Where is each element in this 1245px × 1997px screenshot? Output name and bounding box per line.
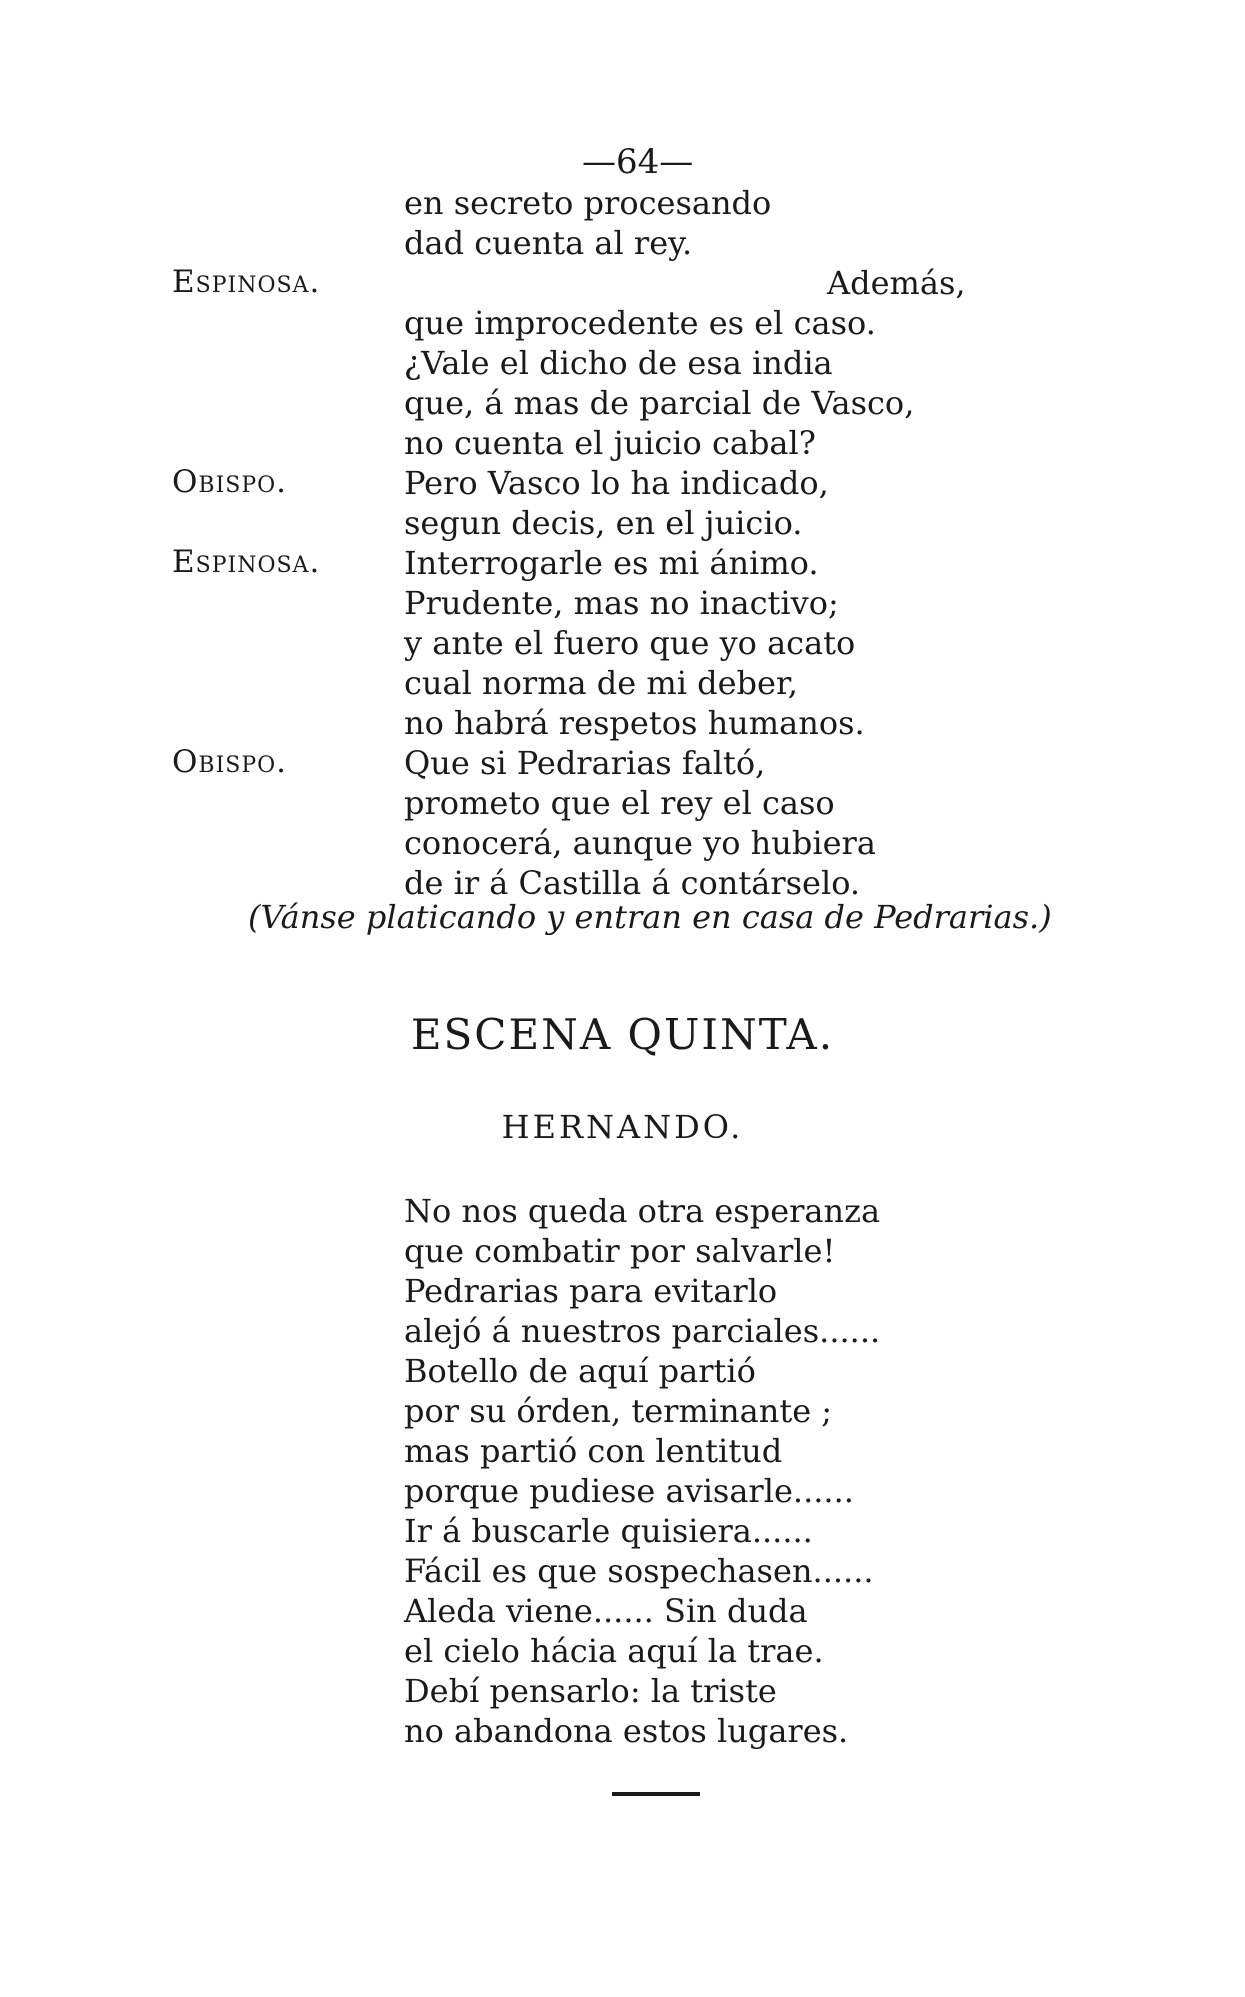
verse-line: que improcedente es el caso.: [404, 304, 876, 342]
verse-line: Pero Vasco lo ha indicado,: [404, 464, 829, 502]
speaker-name: Espinosa.: [172, 544, 321, 580]
speaker-name: Obispo.: [172, 744, 288, 780]
verse-line: Pedrarias para evitarlo: [404, 1272, 778, 1310]
verse-line: no habrá respetos humanos.: [404, 704, 865, 742]
verse-line: Ir á buscarle quisiera......: [404, 1512, 813, 1550]
verse-line: que combatir por salvarle!: [404, 1232, 836, 1270]
verse-line: dad cuenta al rey.: [404, 224, 693, 262]
verse-line: de ir á Castilla á contárselo.: [404, 864, 861, 902]
verse-line: Botello de aquí partió: [404, 1352, 756, 1390]
verse-line: que, á mas de parcial de Vasco,: [404, 384, 915, 422]
verse-line: segun decis, en el juicio.: [404, 504, 803, 542]
end-rule: [612, 1792, 700, 1796]
character-name: HERNANDO.: [501, 1108, 744, 1146]
verse-line: en secreto procesando: [404, 184, 772, 222]
verse-line: prometo que el rey el caso: [404, 784, 835, 822]
speaker-name: Obispo.: [172, 464, 288, 500]
verse-line: Interrogarle es mi ánimo.: [404, 544, 819, 582]
verse-line: cual norma de mi deber,: [404, 664, 798, 702]
verse-line: alejó á nuestros parciales......: [404, 1312, 881, 1350]
verse-line: Debí pensarlo: la triste: [404, 1672, 777, 1710]
verse-line: no abandona estos lugares.: [404, 1712, 849, 1750]
verse-line: no cuenta el juicio cabal?: [404, 424, 816, 462]
speaker-name: Espinosa.: [172, 264, 321, 300]
verse-line: y ante el fuero que yo acato: [404, 624, 856, 662]
verse-line: ¿Vale el dicho de esa india: [404, 344, 833, 382]
verse-line-continuation: Además,: [827, 264, 966, 302]
verse-line: Prudente, mas no inactivo;: [404, 584, 839, 622]
verse-line: por su órden, terminante ;: [404, 1392, 833, 1430]
verse-line: No nos queda otra esperanza: [404, 1192, 881, 1230]
scene-title: ESCENA QUINTA.: [410, 1010, 835, 1059]
verse-line: conocerá, aunque yo hubiera: [404, 824, 876, 862]
stage-direction: (Vánse platicando y entran en casa de Pedrarias.): [248, 898, 1052, 936]
page-number: —64—: [582, 142, 694, 182]
verse-line: mas partió con lentitud: [404, 1432, 783, 1470]
verse-line: Que si Pedrarias faltó,: [404, 744, 766, 782]
verse-line: Fácil es que sospechasen......: [404, 1552, 874, 1590]
verse-line: el cielo hácia aquí la trae.: [404, 1632, 824, 1670]
verse-line: porque pudiese avisarle......: [404, 1472, 854, 1510]
verse-line: Aleda viene...... Sin duda: [404, 1592, 808, 1630]
